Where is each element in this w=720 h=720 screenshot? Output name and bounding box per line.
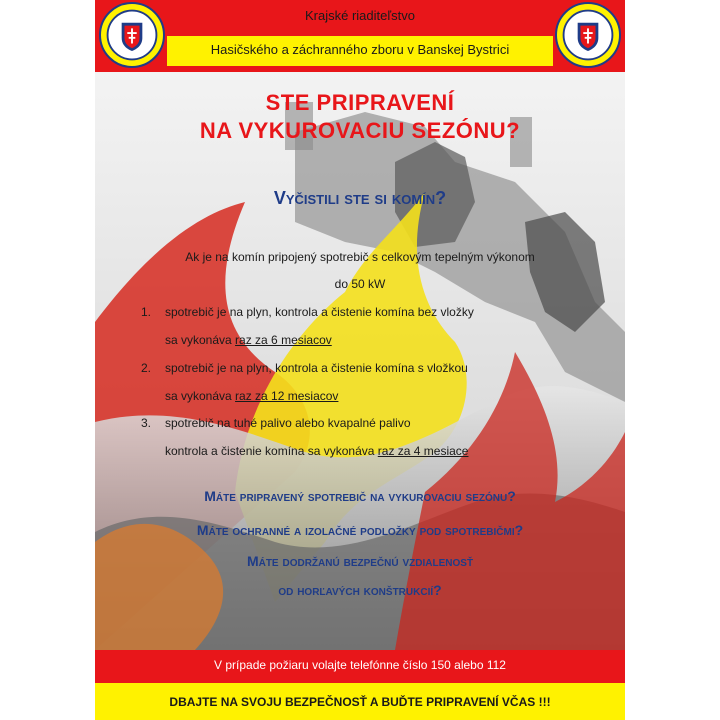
list-item-number: 1.: [141, 305, 152, 319]
question-distance: Máte dodržanú bezpečnú vzdialenosť: [246, 553, 474, 569]
frequency-emphasis: raz za 6 mesiacov: [235, 333, 332, 347]
intro-line2: do 50 kW: [334, 277, 386, 291]
frequency-prefix: kontrola a čistenie komína sa vykonáva: [165, 444, 378, 458]
main-title-line1: STE PRIPRAVENÍ: [265, 90, 455, 115]
frequency-prefix: sa vykonáva: [165, 389, 236, 403]
chimney-question-heading: Vyčistili ste si komín?: [273, 188, 447, 208]
list-item-number: 3.: [141, 416, 152, 430]
list-item-text: spotrebič je na plyn, kontrola a čistenie komína s vložkou: [165, 361, 468, 375]
main-title-line2: NA VYKUROVACIU SEZÓNU?: [199, 118, 521, 143]
list-item-frequency: [165, 444, 468, 458]
safety-slogan: DBAJTE NA SVOJU BEZPEČNOSŤ A BUĎTE PRIPRAVENÍ VČAS !!!: [169, 695, 551, 709]
list-item-frequency: [165, 333, 332, 347]
list-item-frequency: [165, 389, 338, 403]
question-appliance: Máte pripravený spotrebič na vykurovaciu sezónu?: [204, 488, 516, 504]
question-distance-cont: od horľavých konštrukcií?: [278, 582, 442, 598]
poster: [95, 0, 625, 720]
emergency-number-text: V prípade požiaru volajte telefónne číslo 150 alebo 112: [214, 658, 506, 672]
organization-name-line1: Krajské riaditeľstvo: [305, 8, 415, 23]
question-pads: Máte ochranné a izolačné podložky pod spotrebičmi?: [196, 522, 524, 538]
list-item-text: spotrebič na tuhé palivo alebo kvapalné palivo: [165, 416, 411, 430]
fire-rescue-emblem-icon: [555, 2, 621, 68]
fire-rescue-emblem-icon: [99, 2, 165, 68]
frequency-emphasis: raz za 4 mesiace: [377, 444, 469, 458]
list-item-text: spotrebič je na plyn, kontrola a čistenie komína bez vložky: [165, 305, 474, 319]
intro-line1: Ak je na komín pripojený spotrebič s celkovým tepelným výkonom: [185, 250, 535, 264]
frequency-emphasis: raz za 12 mesiacov: [235, 389, 339, 403]
organization-name-line2: Hasičského a záchranného zboru v Banskej Bystrici: [210, 42, 510, 57]
list-item-number: 2.: [141, 361, 152, 375]
frequency-prefix: sa vykonáva: [165, 333, 236, 347]
